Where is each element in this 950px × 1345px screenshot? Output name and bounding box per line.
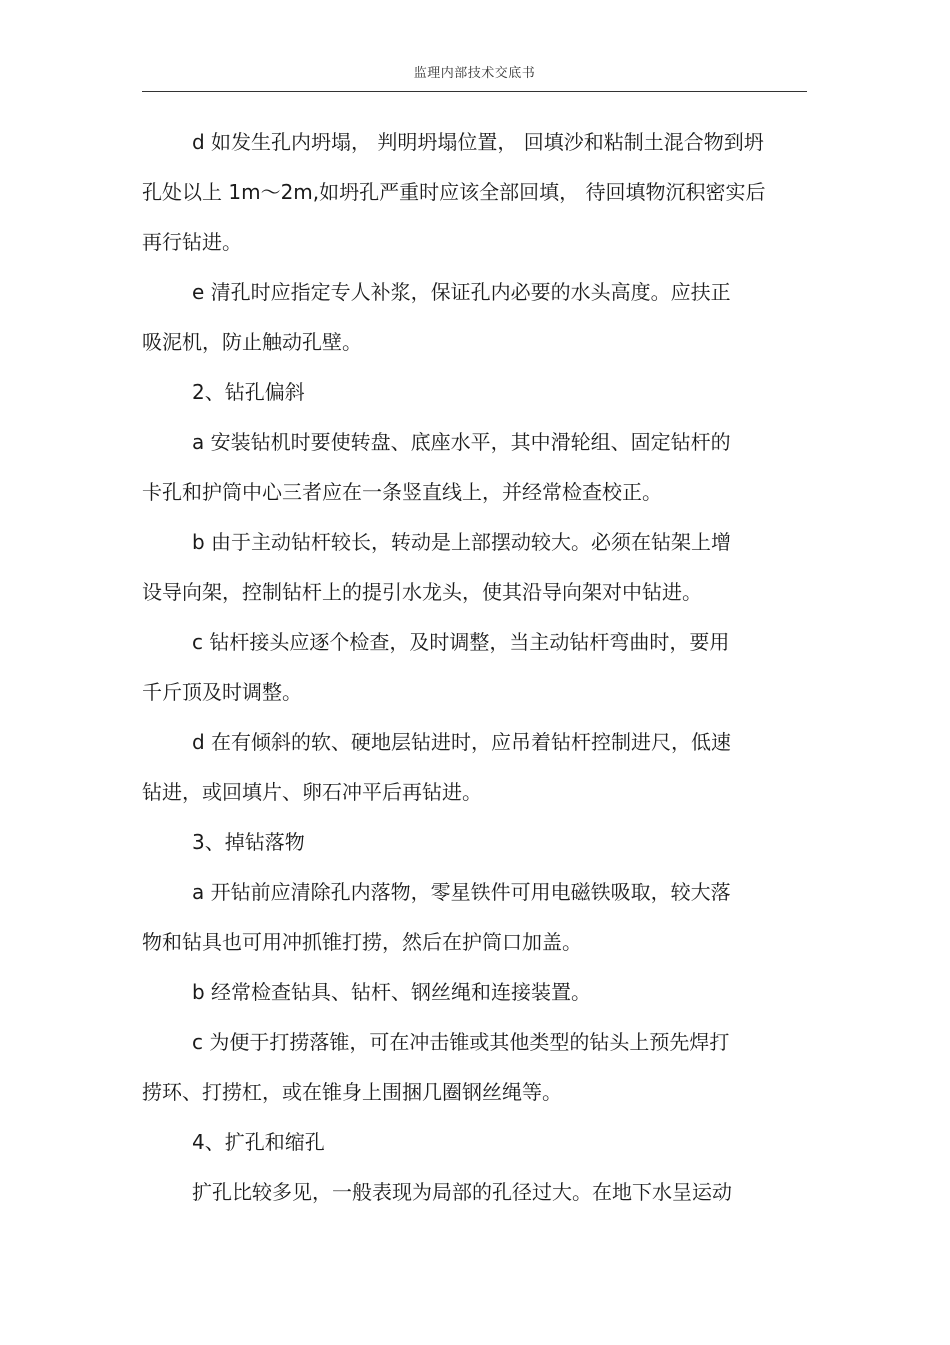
paragraph-line: 千斤顶及时调整。 xyxy=(142,680,302,704)
paragraph-line: 卡孔和护筒中心三者应在一条竖直线上，并经常检查校正。 xyxy=(142,480,662,504)
section-heading: 3、掉钻落物 xyxy=(192,830,305,854)
paragraph-line: 物和钻具也可用冲抓锥打捞，然后在护筒口加盖。 xyxy=(142,930,582,954)
paragraph-line: b 经常检查钻具、钻杆、钢丝绳和连接装置。 xyxy=(192,980,592,1004)
page-header-title: 监理内部技术交底书 xyxy=(413,66,536,81)
paragraph-line: 捞环、打捞杠，或在锥身上围捆几圈钢丝绳等。 xyxy=(142,1080,562,1104)
paragraph-line: c 钻杆接头应逐个检查，及时调整，当主动钻杆弯曲时，要用 xyxy=(192,630,730,654)
paragraph-line: d 如发生孔内坍塌， 判明坍塌位置， 回填沙和粘制土混合物到坍 xyxy=(192,130,764,154)
paragraph-line: d 在有倾斜的软、硬地层钻进时，应吊着钻杆控制进尺，低速 xyxy=(192,730,732,754)
section-heading: 2、钻孔偏斜 xyxy=(192,380,305,404)
paragraph-line: a 安装钻机时要使转盘、底座水平，其中滑轮组、固定钻杆的 xyxy=(192,430,731,454)
paragraph-line: a 开钻前应清除孔内落物，零星铁件可用电磁铁吸取，较大落 xyxy=(192,880,731,904)
paragraph-line: 孔处以上 1m～2m,如坍孔严重时应该全部回填， 待回填物沉积密实后 xyxy=(142,180,766,204)
section-heading: 4、扩孔和缩孔 xyxy=(192,1130,325,1154)
paragraph-line: c 为便于打捞落锥，可在冲击锥或其他类型的钻头上预先焊打 xyxy=(192,1030,730,1054)
paragraph-line: 吸泥机，防止触动孔壁。 xyxy=(142,330,362,354)
paragraph-line: 扩孔比较多见，一般表现为局部的孔径过大。在地下水呈运动 xyxy=(192,1180,732,1204)
paragraph-line: 再行钻进。 xyxy=(142,230,242,254)
paragraph-line: e 清孔时应指定专人补浆，保证孔内必要的水头高度。应扶正 xyxy=(192,280,731,304)
paragraph-line: 钻进，或回填片、卵石冲平后再钻进。 xyxy=(142,780,482,804)
paragraph-line: b 由于主动钻杆较长，转动是上部摆动较大。必须在钻架上增 xyxy=(192,530,732,554)
header-divider xyxy=(142,91,807,92)
paragraph-line: 设导向架，控制钻杆上的提引水龙头，使其沿导向架对中钻进。 xyxy=(142,580,702,604)
